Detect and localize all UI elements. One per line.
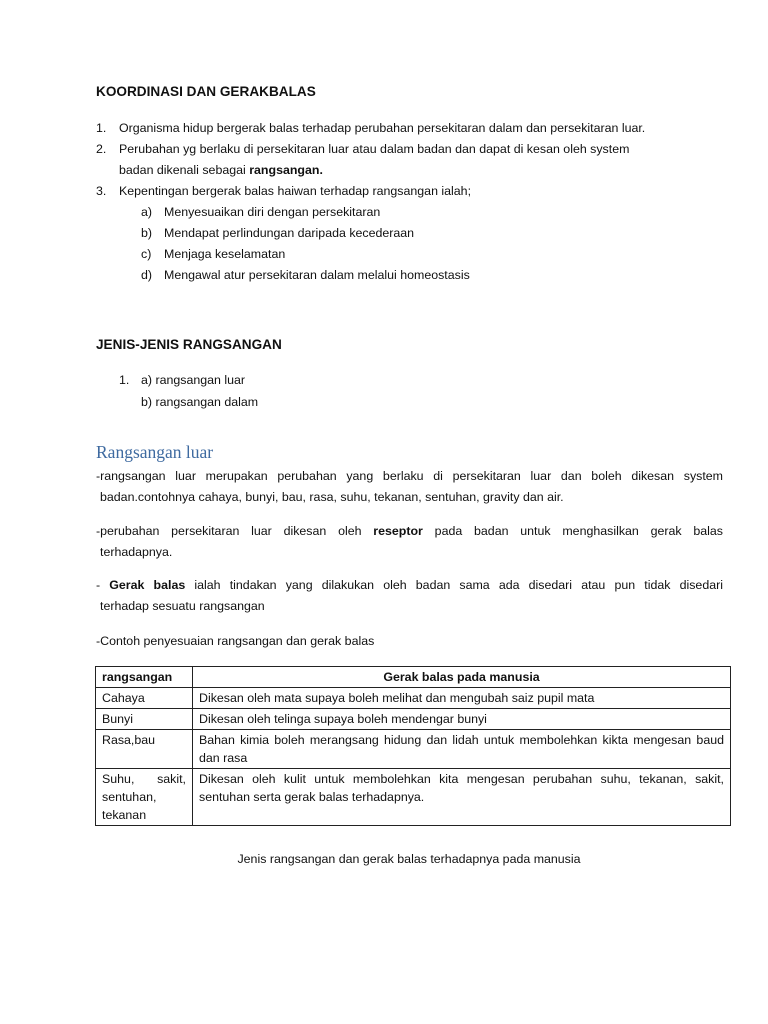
paragraph-line: badan.contohnya cahaya, bunyi, bau, rasa, suhu, tekanan, sentuhan, gravity dan air. (100, 490, 564, 504)
list-item-text: Organisma hidup bergerak balas terhadap perubahan persekitaran dalam dan persekitaran luar. (119, 121, 646, 135)
paragraph-text-part: ialah tindakan yang dilakukan oleh badan sama ada disedari atau pun tidak disedari (185, 578, 723, 592)
list-item-text: Perubahan yg berlaku di persekitaran luar atau dalam badan dan dapat di kesan oleh system (119, 142, 630, 156)
table-row (96, 688, 731, 709)
paragraph-text-part: - (96, 578, 110, 592)
list-number: 2. (96, 142, 107, 156)
table-cell: Dikesan oleh mata supaya boleh melihat dan mengubah saiz pupil mata (193, 688, 731, 709)
section-title-jenis: JENIS-JENIS RANGSANGAN (96, 337, 282, 352)
table-header-row (96, 667, 731, 688)
list-item-text: Kepentingan bergerak balas haiwan terhadap rangsangan ialah; (119, 184, 472, 198)
keyword-gerak-balas: Gerak balas (109, 578, 186, 592)
table-header-cell: Gerak balas pada manusia (193, 667, 731, 688)
table-row (96, 730, 731, 769)
sub-item-text: Mengawal atur persekitaran dalam melalui homeostasis (164, 268, 470, 282)
table-cell: Rasa,bau (96, 730, 193, 769)
sub-item-letter: a) (141, 205, 153, 219)
list-item-text: b) rangsangan dalam (141, 395, 259, 409)
section-heading-rangsangan-luar: Rangsangan luar (96, 442, 214, 462)
list-number: 1. (96, 121, 107, 135)
table-cell: Bahan kimia boleh merangsang hidung dan lidah untuk membolehkan kikta mengesan baud dan rasa (193, 730, 731, 769)
sub-item-letter: b) (141, 226, 153, 240)
table-cell: Suhu, sakit, sentuhan, tekanan (96, 769, 193, 826)
paragraph-line (96, 577, 723, 593)
list-number: 3. (96, 184, 107, 198)
sub-item-text: Menyesuaikan diri dengan persekitaran (164, 205, 381, 219)
table-caption: Jenis rangsangan dan gerak balas terhadapnya pada manusia (237, 852, 581, 866)
list-item-text: a) rangsangan luar (141, 373, 246, 387)
list-number: 1. (119, 373, 130, 387)
paragraph-line: terhadap sesuatu rangsangan (100, 599, 265, 613)
table-row (96, 709, 731, 730)
table-row (96, 769, 731, 826)
sub-item-text: Menjaga keselamatan (164, 247, 286, 261)
sub-item-text: Mendapat perlindungan daripada kecederaan (164, 226, 415, 240)
paragraph-line: -rangsangan luar merupakan perubahan yang berlaku di persekitaran luar dan boleh dikesan system (96, 469, 723, 483)
paragraph-line: terhadapnya. (100, 545, 173, 559)
table-header-cell: rangsangan (96, 667, 193, 688)
table-cell: Cahaya (96, 688, 193, 709)
sub-item-letter: d) (141, 268, 153, 282)
table-cell: Dikesan oleh telinga supaya boleh mendengar bunyi (193, 709, 731, 730)
paragraph-line: -Contoh penyesuaian rangsangan dan gerak balas (96, 634, 375, 648)
table-cell: Dikesan oleh kulit untuk membolehkan kita mengesan perubahan suhu, tekanan, sakit, sentuhan serta gerak balas terhadapnya. (193, 769, 731, 826)
list-item-text-part: badan dikenali sebagai (119, 163, 250, 177)
paragraph-text-part: -perubahan persekitaran luar dikesan oleh (96, 524, 374, 538)
keyword-rangsangan: rangsangan. (249, 163, 323, 177)
paragraph-text-part: pada badan untuk menghasilkan gerak balas (422, 524, 724, 538)
sub-item-letter: c) (141, 247, 152, 261)
table-cell: Bunyi (96, 709, 193, 730)
section-title-koordinasi: KOORDINASI DAN GERAKBALAS (96, 84, 316, 99)
keyword-reseptor: reseptor (373, 524, 423, 538)
list-item-text (119, 162, 323, 178)
stimulus-response-table (95, 666, 731, 826)
paragraph-line (96, 523, 723, 539)
